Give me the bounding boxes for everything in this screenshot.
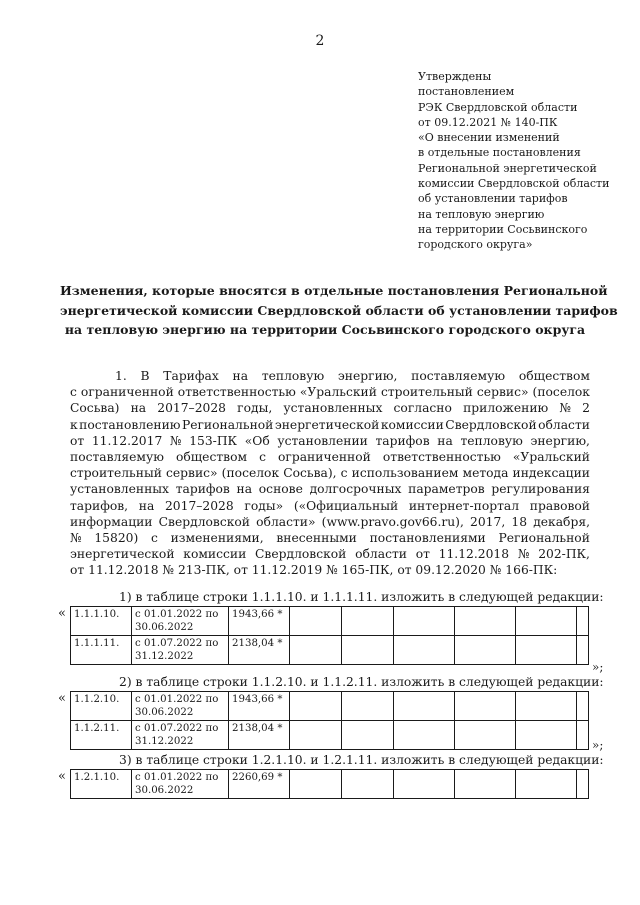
body-word: 18 xyxy=(511,514,528,529)
body-word: годы» xyxy=(244,498,284,513)
empty-cell xyxy=(342,721,394,750)
body-word: строительный xyxy=(70,466,162,481)
body-word: № xyxy=(559,401,572,416)
body-word: установлении xyxy=(277,433,368,448)
row-code: 1.1.1.11. xyxy=(71,636,132,665)
body-word: тепловую xyxy=(460,433,523,448)
approval-line: постановлением xyxy=(418,85,515,99)
body-word: энергию, xyxy=(337,369,398,383)
row-period: с 01.07.2022 по 31.12.2022 xyxy=(132,721,229,750)
item-2-heading: 2) в таблице строки 1.1.2.10. и 1.1.2.11. изложить в следующей редакции: xyxy=(119,675,604,689)
row-code: 1.1.2.11. xyxy=(71,721,132,750)
approval-line: Региональной энергетической xyxy=(418,161,597,175)
table-row xyxy=(71,770,589,799)
row-value: 2260,69 * xyxy=(229,770,290,799)
body-word: Тарифах xyxy=(163,369,219,383)
empty-cell xyxy=(455,692,516,721)
body-paragraph xyxy=(70,368,590,579)
empty-cell xyxy=(394,770,455,799)
body-word: 153-ПК xyxy=(189,433,238,448)
body-line xyxy=(70,530,590,546)
body-word: ограниченной xyxy=(80,385,174,400)
body-word: с xyxy=(340,466,348,481)
title-line: энергетической комиссии Свердловской области об установлении тарифов xyxy=(60,302,618,318)
row-code: 1.1.2.10. xyxy=(71,692,132,721)
body-word: информации xyxy=(70,514,153,529)
body-word: В xyxy=(140,369,150,383)
body-line xyxy=(70,514,590,530)
body-word: обществом xyxy=(518,369,590,383)
body-line xyxy=(70,368,590,384)
body-word: 2017, xyxy=(470,514,506,529)
body-word: 11.12.2017 xyxy=(91,433,163,448)
approval-line: об установлении тарифов xyxy=(418,192,568,206)
body-word: индексации xyxy=(512,466,590,481)
body-word: № xyxy=(70,531,82,546)
item-1-heading: 1) в таблице строки 1.1.1.10. и 1.1.1.11. изложить в следующей редакции: xyxy=(119,590,604,604)
body-word: к xyxy=(70,417,78,432)
body-word: области xyxy=(538,417,590,432)
body-word: обществом xyxy=(175,450,248,465)
body-word: сервис» xyxy=(166,466,218,481)
item-2-open-quote: « xyxy=(58,691,66,706)
empty-cell xyxy=(394,692,455,721)
empty-cell xyxy=(577,607,589,636)
item-3-heading: 3) в таблице строки 1.2.1.10. и 1.2.1.11. изложить в следующей редакции: xyxy=(119,753,604,767)
body-word: 2 xyxy=(582,401,590,416)
title-line: Изменения, которые вносятся в отдельные постановления Региональной xyxy=(60,283,608,298)
body-word: тарифов, xyxy=(70,498,129,513)
body-word: 1. xyxy=(115,369,127,383)
body-word: 2017–2028 xyxy=(157,401,227,416)
body-line: от 11.12.2018 № 213-ПК, от 11.12.2019 № 165-ПК, от 09.12.2020 № 166-ПК: xyxy=(70,563,558,578)
body-line xyxy=(70,417,590,433)
approval-line: в отдельные постановления xyxy=(418,146,581,160)
empty-cell xyxy=(455,636,516,665)
body-word: внесенными xyxy=(276,531,357,546)
empty-cell xyxy=(342,607,394,636)
body-line xyxy=(70,481,590,497)
body-word: Свердловской xyxy=(255,547,347,562)
row-period: с 01.07.2022 по 31.12.2022 xyxy=(132,636,229,665)
table-row xyxy=(71,636,589,665)
body-word: на xyxy=(130,401,147,416)
row-period: с 01.01.2022 по 30.06.2022 xyxy=(132,770,229,799)
body-word: с xyxy=(151,531,158,546)
empty-cell xyxy=(577,636,589,665)
body-word: постановлению xyxy=(79,417,181,432)
row-value: 2138,04 * xyxy=(229,636,290,665)
body-word: 202-ПК, xyxy=(538,547,590,562)
body-word: ответственностью xyxy=(177,385,296,400)
body-word: Свердловской xyxy=(445,417,537,432)
body-word: 2017–2028 xyxy=(164,498,234,513)
empty-cell xyxy=(516,770,577,799)
body-word: тарифов xyxy=(375,433,430,448)
approval-line: «О внесении изменений xyxy=(418,131,560,145)
body-word: энергетической xyxy=(274,417,380,432)
empty-cell xyxy=(290,692,342,721)
body-word: «Уральский xyxy=(512,450,590,465)
body-word: с xyxy=(70,385,77,400)
body-word: ответственностью xyxy=(382,450,501,465)
empty-cell xyxy=(394,636,455,665)
body-word: области» xyxy=(256,514,316,529)
item-3-table xyxy=(70,769,589,799)
body-word: основе xyxy=(258,482,303,497)
table-row xyxy=(71,692,589,721)
empty-cell xyxy=(516,721,577,750)
body-line xyxy=(70,449,590,465)
body-word: (поселок xyxy=(221,466,280,481)
body-word: на xyxy=(437,433,453,448)
body-word: строительный xyxy=(380,385,473,400)
empty-cell xyxy=(577,721,589,750)
body-word: на xyxy=(236,482,253,497)
body-word: тепловую xyxy=(261,369,325,383)
body-word: № xyxy=(169,433,182,448)
body-line xyxy=(70,400,590,416)
body-word: установленных xyxy=(70,482,169,497)
body-word: постановлениями xyxy=(369,531,486,546)
approval-stamp xyxy=(418,69,633,253)
page-number: 2 xyxy=(315,33,325,49)
empty-cell xyxy=(516,692,577,721)
body-word: использованием xyxy=(351,466,459,481)
approval-line: от 09.12.2021 № 140-ПК xyxy=(418,115,558,129)
body-word: Сосьва), xyxy=(283,466,337,481)
body-word: приложению xyxy=(463,401,549,416)
body-word: годы, xyxy=(237,401,273,416)
item-1-table xyxy=(70,606,589,665)
row-value: 1943,66 * xyxy=(229,692,290,721)
row-code: 1.2.1.10. xyxy=(71,770,132,799)
item-1-close-quote: »; xyxy=(592,660,604,674)
title-line: на тепловую энергию на территории Сосьвинского городского округа xyxy=(64,322,586,337)
row-period: с 01.01.2022 по 30.06.2022 xyxy=(132,607,229,636)
empty-cell xyxy=(516,607,577,636)
body-word: энергетической xyxy=(70,547,175,562)
body-word: поставляемую xyxy=(411,369,506,383)
body-word: долгосрочных xyxy=(309,482,402,497)
body-word: декабря, xyxy=(533,514,590,529)
body-word: Региональной xyxy=(181,417,274,432)
empty-cell xyxy=(342,636,394,665)
row-code: 1.1.1.10. xyxy=(71,607,132,636)
body-word: изменениями, xyxy=(170,531,264,546)
approval-line: РЭК Свердловской области xyxy=(418,100,578,114)
body-word: Сосьва) xyxy=(70,401,120,416)
empty-cell xyxy=(290,770,342,799)
approval-line: на тепловую энергию xyxy=(418,207,545,221)
body-line xyxy=(70,498,590,514)
body-word: согласно xyxy=(393,401,452,416)
document-title xyxy=(60,281,618,340)
item-1-open-quote: « xyxy=(58,606,66,621)
body-line xyxy=(70,465,590,481)
body-word: комиссии xyxy=(380,417,444,432)
body-word: сервис» xyxy=(476,385,529,400)
approval-line: городского округа» xyxy=(418,238,533,252)
body-word: № xyxy=(517,547,530,562)
body-word: («Официальный xyxy=(293,498,399,513)
body-word: (www.pravo.gov66.ru), xyxy=(321,514,464,529)
empty-cell xyxy=(516,636,577,665)
table-row xyxy=(71,607,589,636)
body-word: установленных xyxy=(283,401,383,416)
empty-cell xyxy=(455,770,516,799)
empty-cell xyxy=(290,607,342,636)
empty-cell xyxy=(577,770,589,799)
body-word: комиссии xyxy=(183,547,247,562)
item-2-table xyxy=(70,691,589,750)
body-word: поставляемую xyxy=(70,450,164,465)
body-word: «Уральский xyxy=(299,385,377,400)
approval-line: Утверждены xyxy=(418,70,492,83)
body-line xyxy=(70,546,590,562)
body-word: с xyxy=(259,450,266,465)
body-word: 15820) xyxy=(94,531,139,546)
body-word: ограниченной xyxy=(278,450,371,465)
empty-cell xyxy=(455,721,516,750)
empty-cell xyxy=(342,692,394,721)
body-word: (поселок xyxy=(532,385,590,400)
row-value: 1943,66 * xyxy=(229,607,290,636)
empty-cell xyxy=(342,770,394,799)
empty-cell xyxy=(394,721,455,750)
empty-cell xyxy=(394,607,455,636)
body-word: регулирования xyxy=(491,482,590,497)
item-2-close-quote: »; xyxy=(592,738,604,752)
body-word: интернет-портал xyxy=(408,498,520,513)
empty-cell xyxy=(577,692,589,721)
body-word: Свердловской xyxy=(158,514,251,529)
body-word: правовой xyxy=(529,498,590,513)
body-word: метода xyxy=(462,466,509,481)
body-line xyxy=(70,384,590,400)
table-row xyxy=(71,721,589,750)
body-word: от xyxy=(415,547,430,562)
row-period: с 01.01.2022 по 30.06.2022 xyxy=(132,692,229,721)
approval-line: комиссии Свердловской области xyxy=(418,177,610,191)
approval-line: на территории Сосьвинского xyxy=(418,222,588,236)
body-word: от xyxy=(70,433,85,448)
body-word: области xyxy=(355,547,407,562)
body-word: 11.12.2018 xyxy=(438,547,510,562)
row-value: 2138,04 * xyxy=(229,721,290,750)
body-word: на xyxy=(232,369,249,383)
body-word: Региональной xyxy=(498,531,590,546)
empty-cell xyxy=(290,636,342,665)
body-word: «Об xyxy=(244,433,270,448)
empty-cell xyxy=(290,721,342,750)
empty-cell xyxy=(455,607,516,636)
item-3-open-quote: « xyxy=(58,769,66,784)
body-word: энергию, xyxy=(530,433,590,448)
body-word: тарифов xyxy=(175,482,230,497)
body-word: параметров xyxy=(408,482,485,497)
body-line xyxy=(70,433,590,449)
body-word: на xyxy=(138,498,155,513)
